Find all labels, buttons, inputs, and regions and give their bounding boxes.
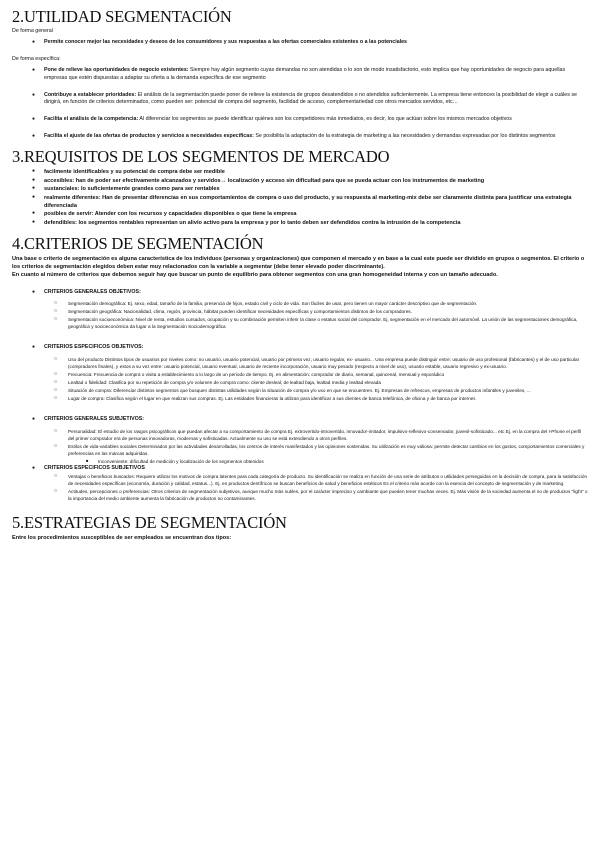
criteria-groups [12,416,588,424]
section-5-title: 5.ESTRATEGIAS DE SEGMENTACIÓN [12,513,287,533]
section-2-title: 2.UTILIDAD SEGMENTACIÓN [12,7,232,26]
criteria-item: ○ Segmentación demográfica: Ej. sexo, edad, tamaño de la familia, presencia de hijos, estado civil y ciclo de vida. Son fáciles de usar, pero tienen un mayor carácter descriptivo que de segmentación. [12,300,588,307]
criteria-groups [12,465,588,473]
criteria-item: ○ Lealtad o fidelidad: Clasifica por su repetición de compra y/o volumen de compra como: cliente desleal, de lealtad baja, lealtad media y lealtad elevada [12,379,588,386]
criteria-groups [12,289,588,297]
specific-item [12,92,588,107]
criteria-item: ○ Situación de compra: Diferenciar distintos segmentos que busquen distintas utilidades según la situación de compra y/o uso en que se encuentren. Ej. Empresas de refrescos, empresas de productos infantiles y juveniles, ... [12,387,588,394]
specific-item-bold: Facilita el ajuste de las ofertas de productos y servicios a necesidades específicas: [44,132,254,139]
criteria-groups [12,344,588,352]
criteria-intro-2: En cuanto al número de criterios que debemos seguir hay que buscar un punto de equilibrio para obtener segmentos con una gran homogeneidad interna y con un tamaño adecuado. [12,272,498,279]
requirement-item: ● posibles de servir: Atender con los recursos y capacidades disponibles o que tiene la empresa [12,210,588,218]
criteria-group-items [12,356,588,402]
criteria-item: ○ Uso del producto Distintos tipos de usuarios por niveles como: no usuario, usuario potencial, usuario por primera vez, usuario regular, ex- usuario... Una empresa puede distinguir entre: usuario de uso profesional (fabricantes) y el de uso particular (compradores finales), y estos a su vez entre: usuario potencial, usuario eventual, usuario de reciente incorporación, usuario muy pesado (respecto a nivel de uso), usuario estable, usuario regresivo y ex-usuario. [12,356,588,370]
criteria-item: ○ Frecuencia: Frecuencia de compra o visita a establecimiento a lo largo de un periodo de tiempo. Ej. en alimentación: comprador de diario, semanal, quincenal, mensual y esporádico [12,371,588,378]
requirement-item: ● defendibles: los segmentos rentables representan un alivio activo para la empresa y por lo tanto deben ser defendidos contra la intrusión de la competencia [12,219,588,227]
criteria-item: ○ Segmentación geográfica: Nacionalidad, clima, región, provincia, hábitat pueden identificar necesidades específicas y comportamientos distintos de los compradores. [12,308,588,315]
section-3-title: 3.REQUISITOS DE LOS SEGMENTOS DE MERCADO [12,147,390,167]
criteria-group-items [12,300,588,330]
criteria-group-label: ● CRITERIOS ESPECIFICOS SUBJETIVOS [12,465,588,473]
requirement-item: ● sustanciales: lo suficientemente grandes como para ser rentables [12,185,588,193]
specific-label: De forma específica: [12,56,61,63]
criteria-group-items [12,473,588,502]
specific-item [12,133,588,141]
criteria-item: ○ Lugar de compra: Clasifica según el lugar en que realizan sus compras. Ej. Las entidades financieras la utilizan para identificar a sus clientes de banca telefónica, de oficina y de banca por internet. [12,395,588,402]
criteria-group-items [12,428,588,465]
requirements-list [12,168,588,227]
specific-item-text: Siempre hay algún segmento cuyas demandas no son atendidas o lo son de modo insatisfactorio, esto implica que hay oportunidades de negocio para aquellas empresas que estén dispuestas a adaptar su oferta a la demanda específica de ese segmento [44,67,566,81]
specific-item-text: Al diferenciar los segmentos se puede identificar quiénes son los competidores más inmediatos, es decir, los que actúan sobre los mismos mercados objetivos [138,115,512,122]
specific-item-bold: Facilita el análisis de la competencia: [44,115,139,122]
specific-item-bold: Pone de relieve las oportunidades de negocio existentes: [44,67,189,74]
general-label: De forma general [12,28,53,35]
section-4-title: 4.CRITERIOS DE SEGMENTACIÓN [12,234,264,254]
specific-item [12,116,588,124]
general-list [12,39,588,47]
requirement-item: ● realmente diferentes: Han de presentar diferencias en sus comportamientos de compra o uso del producto, y su respuesta al marketing-mix debe ser claramente distinta para justificar una estrategia diferenciada [12,194,588,211]
requirement-item: ● facilmente identificables y su potencial de compra debe ser medible [12,168,588,176]
criteria-group-label: ● CRITERIOS GENERALES OBJETIVOS: [12,289,588,297]
specific-item [12,67,588,82]
specific-item-text: El análisis de la segmentación puede poner de relieve la existencia de grupos desatendidos o no atendidos suficientemente. La empresa tiene entonces la posibilidad de elegir a cuáles se dirigirá, en función de criterios determinados, como pueden ser: potencial de compra del segmento, facilidad de acceso, complementariedad con otros mercados servidos, etc… [44,91,577,106]
strategies-intro: Entre los procedimientos susceptibles de ser empleados se encuentran dos tipos: [12,535,232,542]
requirement-item: ● accesibles: han de poder ser efectivamente alcanzados y servidos→ localización y acceso sin dificultad para que se pueda actuar con los instrumentos de marketing [12,177,588,185]
specific-item-text: Se posibilita la adaptación de la estrategia de marketing a las necesidades y demandas expresadas por los distintos segmentos [253,132,556,139]
criteria-item: ○ Estilos de vida-variables sociales Determinados por las actividades desarrolladas, los centros de interés manifestados y las opiniones sostenidas. Su utilización es muy valiosa: permite detectar cambios en los gustos, comportamientos comerciales y preferencias en las marcas adquiridas. [12,443,588,457]
criteria-item: ○ Actitudes, percepciones o preferencias: Otros criterios de segmentación subjetivos, aunque mucho más sutiles, por el carácter impreciso y cambiante que pueden tener muchas veces. Ej. Más visión de la sociedad aumenta el no de productos "light" o la importancia del medio ambiente aumenta la fabricación de productos no contaminantes. [12,488,588,502]
document-page [12,0,588,542]
criteria-group-label: ● CRITERIOS GENERALES SUBJETIVOS: [12,416,588,424]
criteria-subitem: ■ Inconveniente: dificultad de medición y localización de los segmentos obtenidos [12,458,588,465]
criteria-item: ○ Segmentación socioeconómica: Nivel de renta, estudios cursados, ocupación y su combinación permiten inferir la clase o estatus social del comprador. Ej. segmentación en el mercado del automóvil. La unión de las segmentaciones demográfica, geográfica y socioeconómica da lugar a la Segmentación Sociodemográfica [12,316,588,330]
general-item: ● Permite conocer mejor las necesidades y deseos de los consumidores y sus respuestas a las ofertas comerciales existentes o a las potenciales [12,39,588,47]
criteria-group-label: ● CRITERIOS ESPECIFICOS OBJETIVOS: [12,344,588,352]
specific-list [12,67,588,140]
criteria-item: ○ Ventajas o beneficios buscados: Requiere utilizar los motivos de compra latentes para cada categoría de producto. Su identificación se realiza en función de una serie de atributos o utilidades perseguidas en la decisión de compra, para la satisfacción de necesidades específicas (economía, duración y calidad, estatus...). Ej. en productos dentífricos se buscan beneficios de salud y beneficios estéticos Es el criterio más acorde con la esencia del concepto de segmentación y de marketing. [12,473,588,487]
criteria-item: ○ Personalidad: El estudio de los rasgos psicográficos que puedan afectar a su comportamiento de compra Ej. extrovertido-introvertido, innovador-imitador, impulsivo-reflexivo-conservador, juvenil-sofisticado... etc Ej. en la compra del I-Phone el perfil del primer comprador era de personas innovadoras, modernas y sofisticadas. Actualmente su uso se está extendiendo a otros perfiles. [12,428,588,442]
criteria-intro-1: Una base o criterio de segmentación es alguna característica de los individuos (personas y organizaciones) que componen el mercado y en base a la cual este puede ser dividido en grupos o segmentos. El criterio o los criterios de segmentación elegidos deben estar muy relacionados con la variable a segmentar (debe tener elevado poder discriminante). [12,256,585,271]
specific-item-bold: Contribuye a establecer prioridades: [44,91,137,98]
